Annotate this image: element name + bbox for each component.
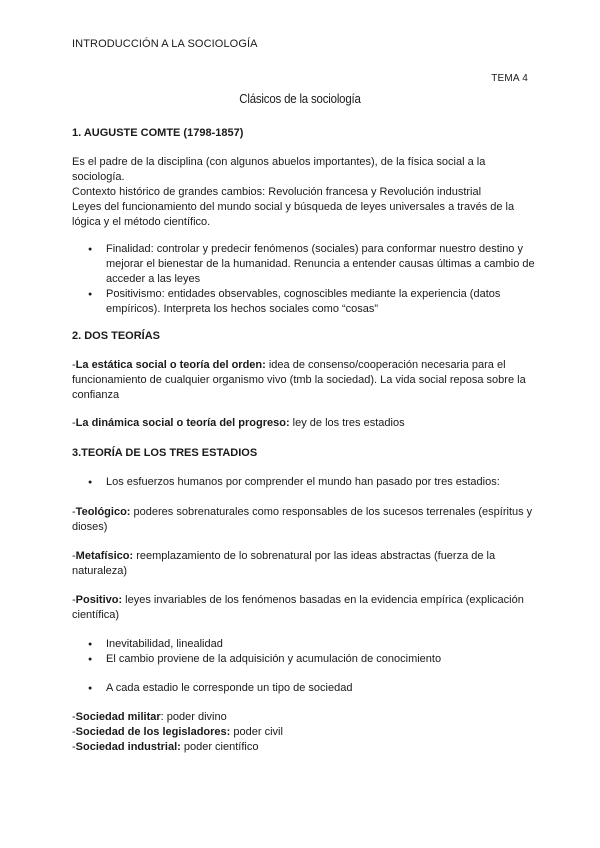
society-item: -Sociedad de los legisladores: poder civil — [72, 726, 283, 738]
positivo-term: Positivo: — [75, 594, 123, 606]
page-title: Clásicos de la sociología — [239, 91, 361, 106]
metafisico-term: Metafísico: — [75, 550, 134, 562]
paragraph: Es el padre de la disciplina (con algunos abuelos importantes), de la física social a la sociología. — [72, 156, 486, 183]
section-2-heading: 2. DOS TEORÍAS — [72, 330, 161, 342]
societies-list — [72, 710, 540, 755]
section-1-body — [72, 155, 540, 230]
paragraph: Contexto histórico de grandes cambios: Revolución francesa y Revolución industrial — [72, 186, 482, 198]
metafisico-paragraph: -Metafísico: reemplazamiento de lo sobrenatural por las ideas abstractas (fuerza de la naturaleza) — [72, 550, 496, 577]
section-1-bullets — [72, 242, 540, 317]
teologico-term: Teológico: — [75, 506, 131, 518]
positivo-paragraph: -Positivo: leyes invariables de los fenómenos basadas en la evidencia empírica (explicación científica) — [72, 594, 524, 621]
tema-label: TEMA 4 — [491, 73, 528, 84]
list-item: ● A cada estadio le corresponde un tipo de sociedad — [106, 681, 540, 696]
section-3-bullets — [72, 637, 540, 667]
paragraph: Leyes del funcionamiento del mundo social y búsqueda de leyes universales a través de la lógica y el método científico. — [72, 201, 515, 228]
section-1-heading: 1. AUGUSTE COMTE (1798-1857) — [72, 127, 244, 139]
estatica-paragraph: -La estática social o teoría del orden: idea de consenso/cooperación necesaria para el funcionamiento de cualquier organismo vivo (tmb la sociedad). La vida social reposa sobre la confianza — [72, 359, 526, 401]
teologico-paragraph: -Teológico: poderes sobrenaturales como responsables de los sucesos terrenales (espíritus y dioses) — [72, 506, 533, 533]
estatica-term: La estática social o teoría del orden: — [75, 359, 266, 371]
list-item: ● El cambio proviene de la adquisición y acumulación de conocimiento — [106, 652, 540, 667]
section-3-heading: 3.TEORÍA DE LOS TRES ESTADIOS — [72, 447, 258, 459]
society-item: -Sociedad militar: poder divino — [72, 711, 227, 723]
dinamica-paragraph: -La dinámica social o teoría del progreso: ley de los tres estadios — [72, 417, 405, 429]
section-3-intro — [72, 475, 540, 490]
list-item: ● Positivismo: entidades observables, cognoscibles mediante la experiencia (datos empíricos). Interpreta los hechos sociales como “cosas” — [106, 287, 540, 317]
dinamica-term: La dinámica social o teoría del progreso: — [75, 417, 290, 429]
list-item: ● Los esfuerzos humanos por comprender el mundo han pasado por tres estadios: — [106, 475, 540, 490]
course-header: INTRODUCCIÓN A LA SOCIOLOGÍA — [72, 38, 258, 50]
society-item: -Sociedad industrial: poder científico — [72, 741, 259, 753]
list-item: ● Finalidad: controlar y predecir fenómenos (sociales) para conformar nuestro destino y mejorar el bienestar de la humanidad. Renuncia a entender causas últimas a cambio de acceder a las leyes — [106, 242, 540, 287]
list-item: ● Inevitabilidad, linealidad — [106, 637, 540, 652]
section-3-bullet-last — [72, 681, 540, 696]
